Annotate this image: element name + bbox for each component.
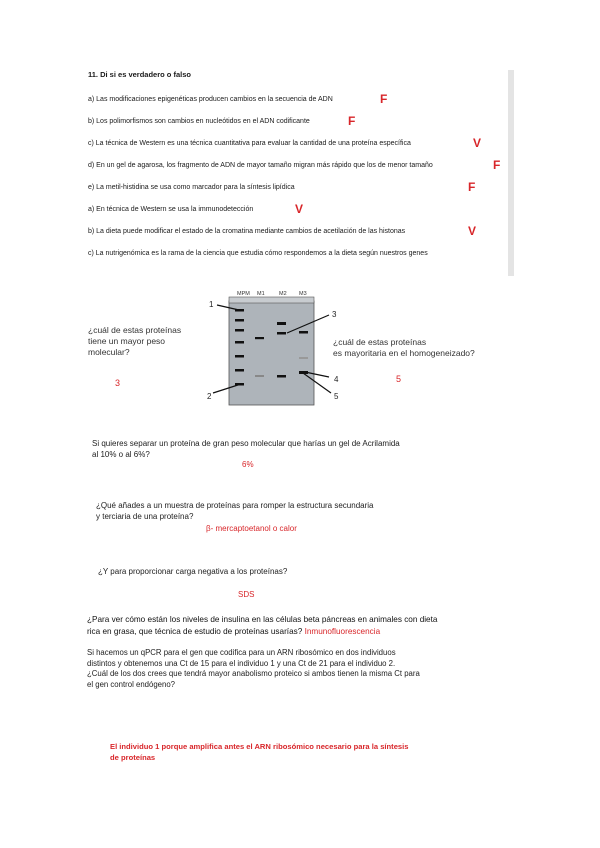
tf-answer-5: F [468,180,476,194]
acrylamide-question: Si quieres separar un proteína de gran peso molecular que harías un gel de Acrilamida al 10% o al 6%? [92,439,400,459]
tf-answer-6: V [295,202,304,216]
band [235,355,244,358]
acrylamide-answer: 6% [242,460,254,469]
section-title: 11. Di si es verdadero o falso [88,70,191,79]
tf-row-7: b) La dieta puede modificar el estado de la cromatina mediante cambios de acetilación de las histonas [88,228,406,235]
tf-row-8: c) La nutrigenómica es la rama de la ciencia que estudia cómo respondemos a la dieta según nuestros genes [88,250,428,257]
tf-answer-3: V [473,136,482,150]
tf-answer-7: V [468,224,477,238]
lane-label-m3: M3 [299,291,307,297]
band [235,369,244,372]
band [299,357,308,359]
tf-row-3: c) La técnica de Western es una técnica cuantitativa para evaluar la cantidad de una proteína específica [88,140,411,147]
gel-left-question: ¿cuál de estas proteínas tiene un mayor peso molecular? [88,325,182,357]
gel-number-2: 2 [207,392,212,401]
tf-answer-4: F [493,158,501,172]
lane-label-m1: M1 [257,291,265,297]
tf-row-4: d) En un gel de agarosa, los fragmento de ADN de mayor tamaño migran más rápido que los de menor tamaño [88,162,433,169]
tf-row-6: a) En técnica de Western se usa la immunodetección [88,206,254,213]
gel-number-4: 4 [334,375,339,384]
band [277,332,286,335]
band [235,329,244,332]
insulin-question: ¿Para ver cómo están los niveles de insulina en las células beta páncreas en animales con dieta rica en grasa, que técnica de estudio de proteínas usarías? Inmunofluorescencia [87,615,438,636]
band [255,375,264,377]
band [299,331,308,334]
band [235,341,244,344]
tf-answer-2: F [348,114,356,128]
scrollbar-strip [508,70,514,276]
gel-left-answer: 3 [115,378,121,388]
lane-label-m2: M2 [279,291,287,297]
tf-row-1: a) Las modificaciones epigenéticas producen cambios en la secuencia de ADN [88,96,333,103]
secondary-structure-answer: β- mercaptoetanol o calor [206,524,297,533]
band [277,375,286,378]
insulin-answer: Inmunofluorescencia [304,627,381,636]
qpcr-question: Si hacemos un qPCR para el gen que codifica para un ARN ribosómico en dos individuos distintos y obtenemos una Ct de 15 para el individuo 1 y una Ct de 21 para el individuo 2. ¿Cuál de los dos crees que tendrá mayor anabolismo proteico si ambos tienen la misma Ct para el gen control endógeno? [87,648,420,689]
qpcr-answer: El individuo 1 porque amplifica antes el ARN ribosómico necesario para la síntesis de proteínas [110,742,409,762]
tf-row-2: b) Los polimorfismos son cambios en nucleótidos en el ADN codificante [88,118,310,125]
gel-wells [229,297,314,303]
tf-row-5: e) La metil-histidina se usa como marcador para la síntesis lipídica [88,184,295,191]
gel-right-question: ¿cuál de estas proteínas es mayoritaria en el homogeneizado? [333,337,475,358]
band [255,337,264,339]
gel-number-1: 1 [209,300,214,309]
band [235,319,244,322]
charge-answer: SDS [238,590,255,599]
tf-answer-1: F [380,92,388,106]
charge-question: ¿Y para proporcionar carga negativa a los proteínas? [98,567,288,576]
gel-number-3: 3 [332,310,337,319]
secondary-structure-question: ¿Qué añades a un muestra de proteínas para romper la estructura secundaria y terciaria de una proteína? [96,501,374,521]
gel-right-answer: 5 [396,374,402,384]
band [277,322,286,325]
lane-label-mpm: MPM [237,291,250,297]
gel-number-5: 5 [334,392,339,401]
gel-body [229,301,314,405]
